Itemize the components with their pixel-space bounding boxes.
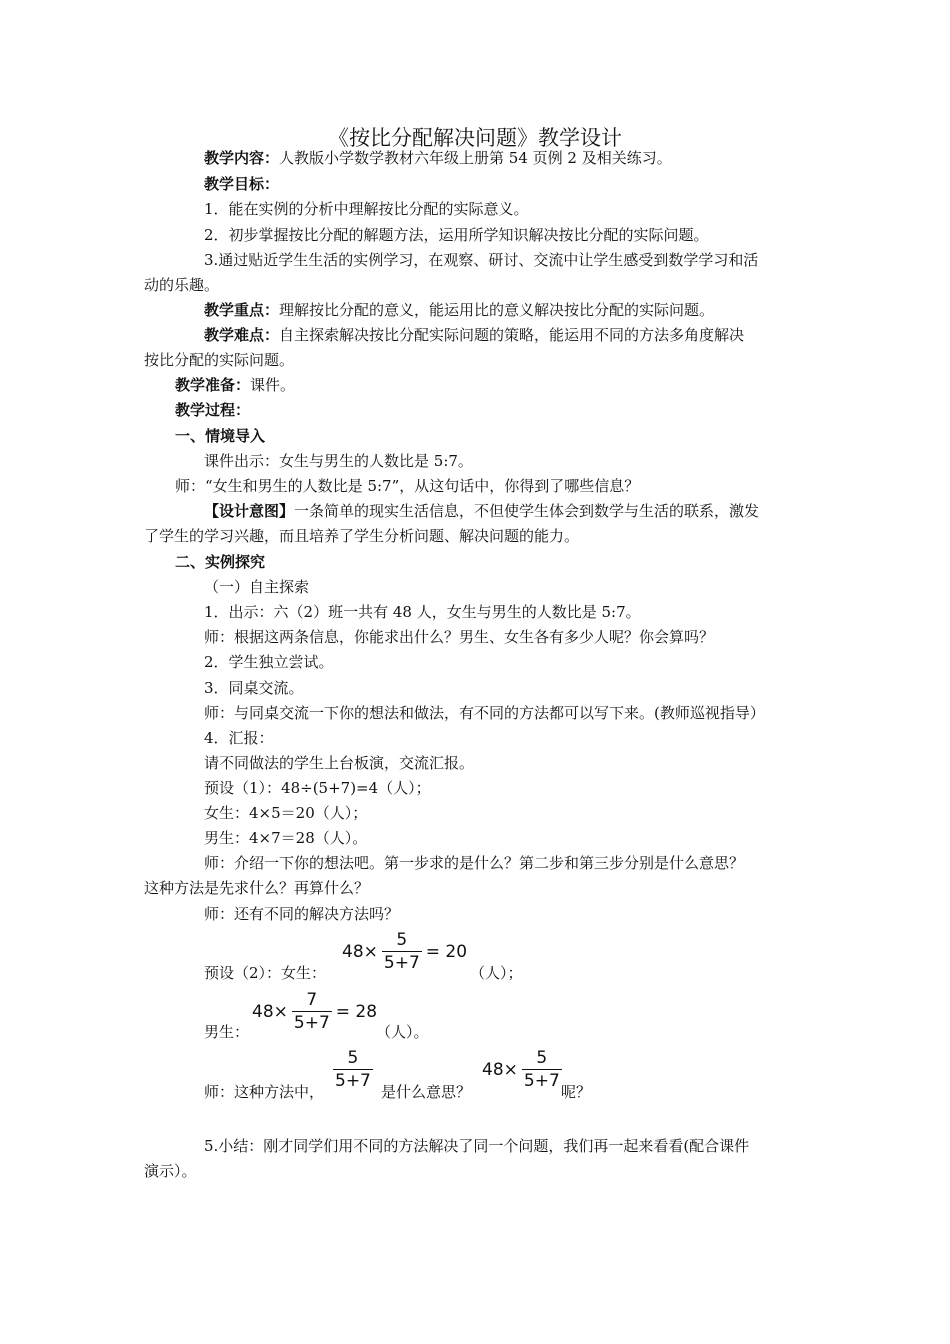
- content-line: [204, 148, 672, 168]
- fraction-denominator: 5+7: [293, 1013, 330, 1033]
- formula-boys: [252, 990, 377, 1033]
- formula-product: [482, 1048, 566, 1091]
- summary-line-1: 5.小结：刚才同学们用不同的方法解决了同一个问题，我们再一起来看看(配合课件: [204, 1137, 750, 1155]
- fraction-numerator: 5: [536, 1048, 548, 1068]
- design-intent-text: 一条简单的现实生活信息，不但使学生体会到数学与生活的联系，激发: [294, 502, 760, 520]
- report-instruction: 请不同做法的学生上台板演，交流汇报。: [204, 754, 475, 772]
- formula-boys-lead: 48×: [252, 1001, 288, 1022]
- teacher-question-2: 师：还有不同的解决方法吗？: [204, 905, 400, 923]
- formula-product-lead: 48×: [482, 1059, 518, 1080]
- section-2-title: 二、实例探究: [175, 553, 266, 571]
- preset-2-unit-1: （人）；: [470, 964, 523, 982]
- teacher-explain-line-2: 这种方法是先求什么？再算什么？: [144, 879, 370, 897]
- design-intent-line-1: [204, 501, 759, 521]
- fraction-denominator: 5+7: [383, 953, 420, 973]
- fraction: [333, 1048, 373, 1091]
- preset-1-girls: 女生：4×5＝20（人）；: [204, 804, 368, 822]
- teacher-question-1: 师：根据这两条信息，你能求出什么？男生、女生各有多少人呢？你会算吗？: [204, 628, 715, 646]
- difficulty-line-2: 按比分配的实际问题。: [144, 351, 295, 369]
- goal-1: 1．能在实例的分析中理解按比分配的实际意义。: [204, 200, 529, 218]
- goal-3-line-1: 3.通过贴近学生生活的实例学习，在观察、研讨、交流中让学生感受到数学学习和活: [204, 251, 759, 269]
- prep-label: 教学准备：: [175, 376, 251, 394]
- step-2: 2．学生独立尝试。: [204, 653, 334, 671]
- difficulty-label: 教学难点：: [204, 326, 280, 344]
- summary-line-2: 演示）。: [144, 1162, 197, 1180]
- preset-1: 预设（1）：48÷(5+7)=4（人）；: [204, 779, 431, 797]
- fraction-denominator: 5+7: [523, 1071, 560, 1091]
- teacher-instruction: 师：与同桌交流一下你的想法和做法，有不同的方法都可以写下来。(教师巡视指导）: [204, 704, 765, 722]
- section-1-para-1: 课件出示：女生与男生的人数比是 5:7。: [204, 452, 473, 470]
- fraction-numerator: 7: [306, 990, 318, 1010]
- key-point-line: [204, 300, 714, 320]
- content-text: 人教版小学数学教材六年级上册第 54 页例 2 及相关练习。: [279, 149, 672, 167]
- formula-girls-result: = 20: [425, 941, 468, 962]
- page-title: 《按比分配解决问题》教学设计: [328, 126, 622, 150]
- goal-3-line-2: 动的乐趣。: [144, 276, 220, 294]
- teacher-ask-prefix: 师：这种方法中，: [204, 1083, 325, 1101]
- difficulty-line-1: [204, 325, 744, 345]
- step-3: 3．同桌交流。: [204, 679, 304, 697]
- fraction: [382, 930, 422, 973]
- key-label: 教学重点：: [204, 301, 280, 319]
- step-1: 1．出示：六（2）班一共有 48 人，女生与男生的人数比是 5:7。: [204, 603, 641, 621]
- formula-girls-lead: 48×: [342, 941, 378, 962]
- fraction-denominator: 5+7: [335, 1071, 371, 1091]
- subsection-1-title: （一）自主探索: [204, 578, 310, 596]
- step-4: 4．汇报：: [204, 729, 274, 747]
- formula-boys-result: = 28: [335, 1001, 378, 1022]
- section-1-title: 一、情境导入: [175, 427, 266, 445]
- fraction: [522, 1048, 562, 1091]
- fraction-numerator: 5: [396, 930, 408, 950]
- fraction-numerator: 5: [347, 1048, 359, 1068]
- preset-2-label: 预设（2）：女生：: [204, 964, 327, 982]
- section-1-para-2: 师：“女生和男生的人数比是 5:7”，从这句话中，你得到了哪些信息？: [175, 477, 640, 495]
- preset-2-unit-2: （人）。: [376, 1023, 429, 1041]
- goal-2: 2．初步掌握按比分配的解题方法，运用所学知识解决按比分配的实际问题。: [204, 226, 709, 244]
- fraction: [292, 990, 332, 1033]
- key-text: 理解按比分配的意义，能运用比的意义解决按比分配的实际问题。: [279, 301, 715, 319]
- formula-fraction-alone: [333, 1048, 373, 1091]
- preset-1-boys: 男生：4×7＝28（人）。: [204, 829, 368, 847]
- content-label: 教学内容：: [204, 149, 280, 167]
- boys-label: 男生：: [204, 1023, 250, 1041]
- teacher-ask-middle: 是什么意思？: [381, 1083, 472, 1101]
- goals-label: 教学目标：: [204, 175, 280, 193]
- prep-line: [175, 375, 295, 395]
- difficulty-text: 自主探索解决按比分配实际问题的策略，能运用不同的方法多角度解决: [279, 326, 745, 344]
- teacher-explain-line-1: 师：介绍一下你的想法吧。第一步求的是什么？第二步和第三步分别是什么意思？: [204, 854, 745, 872]
- process-label: 教学过程：: [175, 401, 251, 419]
- formula-girls: [342, 930, 467, 973]
- design-intent-label: 【设计意图】: [204, 502, 295, 520]
- design-intent-line-2: 了学生的学习兴趣，而且培养了学生分析问题、解决问题的能力。: [144, 527, 580, 545]
- prep-text: 课件。: [250, 376, 296, 394]
- teacher-ask-suffix: 呢？: [561, 1083, 592, 1101]
